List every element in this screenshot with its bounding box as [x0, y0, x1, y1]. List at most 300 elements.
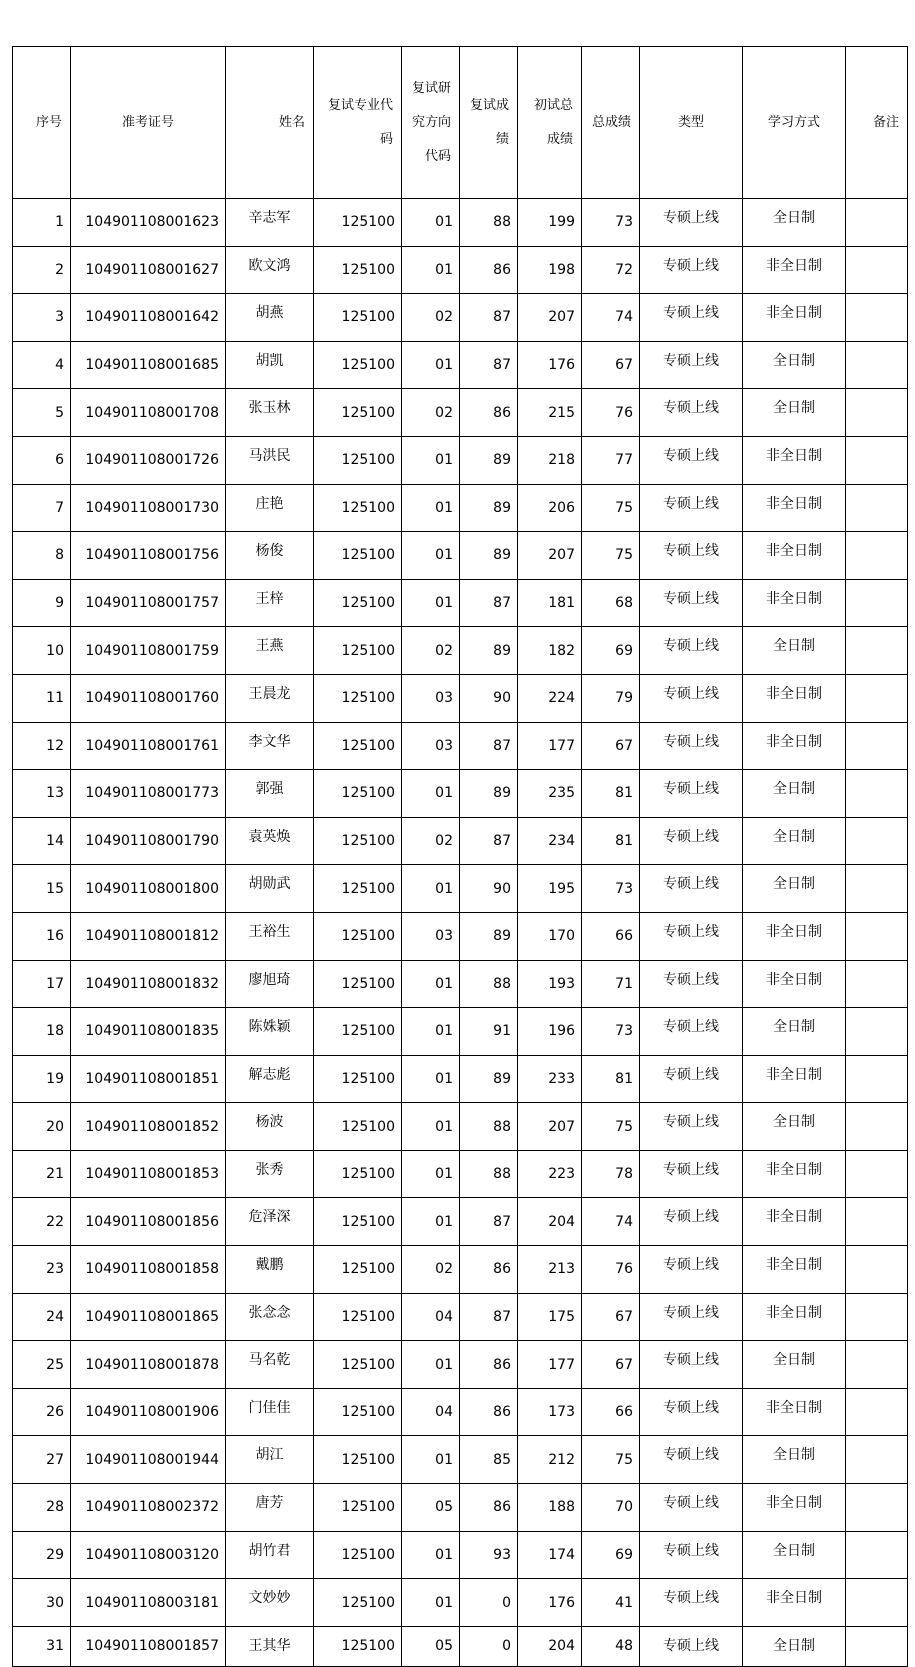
header-cell: 总成绩	[582, 47, 640, 199]
remark-cell	[846, 1341, 908, 1389]
initial-score-cell: 207	[518, 532, 582, 580]
total-score-cell: 67	[582, 1293, 640, 1341]
admission-type-cell: 专硕上线	[640, 865, 743, 913]
admission-type-cell: 专硕上线	[640, 1246, 743, 1294]
exam-id-cell: 104901108001832	[71, 960, 226, 1008]
admission-type-cell: 专硕上线	[640, 1626, 743, 1666]
initial-score-cell: 207	[518, 1103, 582, 1151]
total-score-cell: 66	[582, 912, 640, 960]
student-name-cell: 王燕	[226, 627, 314, 675]
header-cell: 类型	[640, 47, 743, 199]
major-code-cell: 125100	[314, 436, 402, 484]
total-score-cell: 75	[582, 1436, 640, 1484]
initial-score-cell: 170	[518, 912, 582, 960]
study-mode-cell: 全日制	[743, 817, 846, 865]
admission-type-cell: 专硕上线	[640, 436, 743, 484]
exam-id-cell: 104901108001865	[71, 1293, 226, 1341]
exam-id-cell: 104901108001757	[71, 579, 226, 627]
total-score-cell: 74	[582, 1198, 640, 1246]
student-name-cell: 张念念	[226, 1293, 314, 1341]
exam-id-cell: 104901108001835	[71, 1008, 226, 1056]
table-row	[13, 294, 908, 342]
admission-type-cell: 专硕上线	[640, 579, 743, 627]
major-code-cell: 125100	[314, 1055, 402, 1103]
total-score-cell: 72	[582, 246, 640, 294]
table-row	[13, 579, 908, 627]
row-number-cell: 20	[13, 1103, 71, 1151]
row-number-cell: 28	[13, 1484, 71, 1532]
row-number-cell: 1	[13, 199, 71, 247]
admission-type-cell: 专硕上线	[640, 532, 743, 580]
student-name-cell: 胡江	[226, 1436, 314, 1484]
initial-score-cell: 234	[518, 817, 582, 865]
table-row	[13, 532, 908, 580]
remark-cell	[846, 1150, 908, 1198]
row-number-cell: 7	[13, 484, 71, 532]
major-code-cell: 125100	[314, 484, 402, 532]
row-number-cell: 5	[13, 389, 71, 437]
remark-cell	[846, 1055, 908, 1103]
major-code-cell: 125100	[314, 246, 402, 294]
remark-cell	[846, 1198, 908, 1246]
student-name-cell: 王裕生	[226, 912, 314, 960]
initial-score-cell: 204	[518, 1626, 582, 1666]
remark-cell	[846, 722, 908, 770]
remark-cell	[846, 484, 908, 532]
remark-cell	[846, 1626, 908, 1666]
row-number-cell: 9	[13, 579, 71, 627]
retest-score-cell: 91	[460, 1008, 518, 1056]
retest-score-cell: 89	[460, 484, 518, 532]
header-row	[13, 47, 908, 199]
initial-score-cell: 223	[518, 1150, 582, 1198]
major-code-cell: 125100	[314, 1246, 402, 1294]
student-name-cell: 解志彪	[226, 1055, 314, 1103]
total-score-cell: 75	[582, 532, 640, 580]
row-number-cell: 10	[13, 627, 71, 675]
table-row	[13, 1103, 908, 1151]
exam-id-cell: 104901108001761	[71, 722, 226, 770]
total-score-cell: 48	[582, 1626, 640, 1666]
major-code-cell: 125100	[314, 770, 402, 818]
row-number-cell: 13	[13, 770, 71, 818]
total-score-cell: 78	[582, 1150, 640, 1198]
direction-code-cell: 01	[402, 199, 460, 247]
initial-score-cell: 176	[518, 1579, 582, 1627]
table-row	[13, 1293, 908, 1341]
table-row	[13, 1008, 908, 1056]
major-code-cell: 125100	[314, 865, 402, 913]
table-row	[13, 674, 908, 722]
student-name-cell: 廖旭琦	[226, 960, 314, 1008]
table-row	[13, 865, 908, 913]
student-name-cell: 杨俊	[226, 532, 314, 580]
retest-score-cell: 86	[460, 1246, 518, 1294]
retest-score-cell: 90	[460, 674, 518, 722]
direction-code-cell: 01	[402, 1055, 460, 1103]
remark-cell	[846, 532, 908, 580]
retest-score-cell: 85	[460, 1436, 518, 1484]
admission-type-cell: 专硕上线	[640, 722, 743, 770]
study-mode-cell: 全日制	[743, 1008, 846, 1056]
direction-code-cell: 02	[402, 389, 460, 437]
exam-id-cell: 104901108001627	[71, 246, 226, 294]
direction-code-cell: 02	[402, 627, 460, 675]
initial-score-cell: 195	[518, 865, 582, 913]
table-row	[13, 389, 908, 437]
header-cell: 复试专业代码	[314, 47, 402, 199]
remark-cell	[846, 436, 908, 484]
study-mode-cell: 非全日制	[743, 1579, 846, 1627]
admission-type-cell: 专硕上线	[640, 1341, 743, 1389]
header-cell: 复试成绩	[460, 47, 518, 199]
row-number-cell: 24	[13, 1293, 71, 1341]
exam-id-cell: 104901108001685	[71, 341, 226, 389]
table-row	[13, 341, 908, 389]
retest-score-cell: 86	[460, 246, 518, 294]
row-number-cell: 11	[13, 674, 71, 722]
major-code-cell: 125100	[314, 627, 402, 675]
admission-type-cell: 专硕上线	[640, 294, 743, 342]
remark-cell	[846, 294, 908, 342]
row-number-cell: 3	[13, 294, 71, 342]
remark-cell	[846, 1246, 908, 1294]
major-code-cell: 125100	[314, 579, 402, 627]
row-number-cell: 12	[13, 722, 71, 770]
exam-id-cell: 104901108001858	[71, 1246, 226, 1294]
row-number-cell: 6	[13, 436, 71, 484]
table-row	[13, 1436, 908, 1484]
study-mode-cell: 非全日制	[743, 1150, 846, 1198]
total-score-cell: 73	[582, 865, 640, 913]
major-code-cell: 125100	[314, 199, 402, 247]
admission-type-cell: 专硕上线	[640, 1531, 743, 1579]
table-row	[13, 436, 908, 484]
retest-score-cell: 0	[460, 1579, 518, 1627]
exam-id-cell: 104901108001760	[71, 674, 226, 722]
initial-score-cell: 193	[518, 960, 582, 1008]
initial-score-cell: 188	[518, 1484, 582, 1532]
retest-score-cell: 87	[460, 722, 518, 770]
admission-type-cell: 专硕上线	[640, 1150, 743, 1198]
student-name-cell: 李文华	[226, 722, 314, 770]
direction-code-cell: 01	[402, 1103, 460, 1151]
retest-score-cell: 89	[460, 532, 518, 580]
study-mode-cell: 全日制	[743, 865, 846, 913]
student-name-cell: 杨波	[226, 1103, 314, 1151]
major-code-cell: 125100	[314, 1103, 402, 1151]
total-score-cell: 76	[582, 1246, 640, 1294]
retest-score-cell: 88	[460, 1103, 518, 1151]
total-score-cell: 74	[582, 294, 640, 342]
total-score-cell: 70	[582, 1484, 640, 1532]
study-mode-cell: 非全日制	[743, 1055, 846, 1103]
student-name-cell: 胡竹君	[226, 1531, 314, 1579]
row-number-cell: 23	[13, 1246, 71, 1294]
retest-score-cell: 89	[460, 436, 518, 484]
student-name-cell: 张秀	[226, 1150, 314, 1198]
retest-score-cell: 89	[460, 627, 518, 675]
remark-cell	[846, 674, 908, 722]
direction-code-cell: 01	[402, 341, 460, 389]
study-mode-cell: 全日制	[743, 199, 846, 247]
study-mode-cell: 全日制	[743, 341, 846, 389]
major-code-cell: 125100	[314, 1198, 402, 1246]
retest-score-cell: 88	[460, 960, 518, 1008]
admission-type-cell: 专硕上线	[640, 817, 743, 865]
exam-id-cell: 104901108003120	[71, 1531, 226, 1579]
retest-score-cell: 86	[460, 1388, 518, 1436]
admission-type-cell: 专硕上线	[640, 1293, 743, 1341]
exam-id-cell: 104901108001773	[71, 770, 226, 818]
remark-cell	[846, 579, 908, 627]
admission-type-cell: 专硕上线	[640, 1198, 743, 1246]
direction-code-cell: 05	[402, 1626, 460, 1666]
row-number-cell: 17	[13, 960, 71, 1008]
student-name-cell: 马名乾	[226, 1341, 314, 1389]
admission-type-cell: 专硕上线	[640, 1103, 743, 1151]
major-code-cell: 125100	[314, 1579, 402, 1627]
initial-score-cell: 213	[518, 1246, 582, 1294]
major-code-cell: 125100	[314, 1293, 402, 1341]
remark-cell	[846, 1484, 908, 1532]
admission-type-cell: 专硕上线	[640, 960, 743, 1008]
student-name-cell: 王晨龙	[226, 674, 314, 722]
initial-score-cell: 215	[518, 389, 582, 437]
total-score-cell: 67	[582, 341, 640, 389]
admission-type-cell: 专硕上线	[640, 912, 743, 960]
remark-cell	[846, 341, 908, 389]
remark-cell	[846, 389, 908, 437]
table-row	[13, 199, 908, 247]
total-score-cell: 75	[582, 484, 640, 532]
study-mode-cell: 非全日制	[743, 1198, 846, 1246]
direction-code-cell: 01	[402, 960, 460, 1008]
major-code-cell: 125100	[314, 912, 402, 960]
admission-type-cell: 专硕上线	[640, 770, 743, 818]
exam-id-cell: 104901108003181	[71, 1579, 226, 1627]
table-row	[13, 1246, 908, 1294]
table-row	[13, 912, 908, 960]
exam-id-cell: 104901108001856	[71, 1198, 226, 1246]
study-mode-cell: 非全日制	[743, 294, 846, 342]
exam-id-cell: 104901108001708	[71, 389, 226, 437]
initial-score-cell: 176	[518, 341, 582, 389]
admission-type-cell: 专硕上线	[640, 199, 743, 247]
student-name-cell: 王其华	[226, 1626, 314, 1666]
retest-score-cell: 87	[460, 1198, 518, 1246]
student-name-cell: 胡勋武	[226, 865, 314, 913]
admission-type-cell: 专硕上线	[640, 1436, 743, 1484]
student-name-cell: 唐芳	[226, 1484, 314, 1532]
table-body	[13, 199, 908, 1667]
retest-score-cell: 87	[460, 294, 518, 342]
retest-score-cell: 90	[460, 865, 518, 913]
initial-score-cell: 233	[518, 1055, 582, 1103]
admission-type-cell: 专硕上线	[640, 627, 743, 675]
retest-score-cell: 89	[460, 912, 518, 960]
study-mode-cell: 全日制	[743, 389, 846, 437]
row-number-cell: 25	[13, 1341, 71, 1389]
major-code-cell: 125100	[314, 532, 402, 580]
student-name-cell: 袁英焕	[226, 817, 314, 865]
total-score-cell: 79	[582, 674, 640, 722]
study-mode-cell: 非全日制	[743, 1484, 846, 1532]
initial-score-cell: 196	[518, 1008, 582, 1056]
initial-score-cell: 204	[518, 1198, 582, 1246]
initial-score-cell: 177	[518, 722, 582, 770]
table-row	[13, 770, 908, 818]
direction-code-cell: 01	[402, 1436, 460, 1484]
student-name-cell: 危泽深	[226, 1198, 314, 1246]
major-code-cell: 125100	[314, 722, 402, 770]
admission-type-cell: 专硕上线	[640, 1579, 743, 1627]
remark-cell	[846, 1008, 908, 1056]
remark-cell	[846, 865, 908, 913]
student-name-cell: 陈姝颖	[226, 1008, 314, 1056]
row-number-cell: 2	[13, 246, 71, 294]
total-score-cell: 67	[582, 1341, 640, 1389]
retest-score-cell: 89	[460, 1055, 518, 1103]
initial-score-cell: 175	[518, 1293, 582, 1341]
major-code-cell: 125100	[314, 1484, 402, 1532]
major-code-cell: 125100	[314, 1150, 402, 1198]
table-row	[13, 1531, 908, 1579]
study-mode-cell: 全日制	[743, 770, 846, 818]
initial-score-cell: 199	[518, 199, 582, 247]
study-mode-cell: 非全日制	[743, 722, 846, 770]
direction-code-cell: 01	[402, 770, 460, 818]
major-code-cell: 125100	[314, 817, 402, 865]
remark-cell	[846, 960, 908, 1008]
initial-score-cell: 174	[518, 1531, 582, 1579]
retest-score-cell: 88	[460, 1150, 518, 1198]
retest-score-cell: 87	[460, 1293, 518, 1341]
retest-score-cell: 86	[460, 1341, 518, 1389]
exam-id-cell: 104901108001642	[71, 294, 226, 342]
major-code-cell: 125100	[314, 960, 402, 1008]
remark-cell	[846, 817, 908, 865]
retest-score-cell: 87	[460, 579, 518, 627]
results-table	[12, 46, 908, 1667]
student-name-cell: 戴鹏	[226, 1246, 314, 1294]
study-mode-cell: 全日制	[743, 1436, 846, 1484]
exam-id-cell: 104901108002372	[71, 1484, 226, 1532]
study-mode-cell: 全日制	[743, 1626, 846, 1666]
exam-id-cell: 104901108001726	[71, 436, 226, 484]
row-number-cell: 29	[13, 1531, 71, 1579]
study-mode-cell: 全日制	[743, 1103, 846, 1151]
header-cell: 学习方式	[743, 47, 846, 199]
direction-code-cell: 01	[402, 484, 460, 532]
remark-cell	[846, 199, 908, 247]
total-score-cell: 81	[582, 817, 640, 865]
direction-code-cell: 03	[402, 912, 460, 960]
exam-id-cell: 104901108001851	[71, 1055, 226, 1103]
direction-code-cell: 01	[402, 532, 460, 580]
retest-score-cell: 86	[460, 1484, 518, 1532]
student-name-cell: 胡凯	[226, 341, 314, 389]
study-mode-cell: 非全日制	[743, 532, 846, 580]
table-row	[13, 1626, 908, 1666]
total-score-cell: 81	[582, 770, 640, 818]
initial-score-cell: 198	[518, 246, 582, 294]
study-mode-cell: 非全日制	[743, 579, 846, 627]
major-code-cell: 125100	[314, 1388, 402, 1436]
student-name-cell: 张玉林	[226, 389, 314, 437]
student-name-cell: 王梓	[226, 579, 314, 627]
initial-score-cell: 218	[518, 436, 582, 484]
retest-score-cell: 93	[460, 1531, 518, 1579]
table-row	[13, 1388, 908, 1436]
remark-cell	[846, 1436, 908, 1484]
study-mode-cell: 非全日制	[743, 1293, 846, 1341]
admission-type-cell: 专硕上线	[640, 1008, 743, 1056]
row-number-cell: 16	[13, 912, 71, 960]
admission-type-cell: 专硕上线	[640, 1055, 743, 1103]
student-name-cell: 马洪民	[226, 436, 314, 484]
header-cell: 复试研究方向代码	[402, 47, 460, 199]
student-name-cell: 胡燕	[226, 294, 314, 342]
admission-type-cell: 专硕上线	[640, 1388, 743, 1436]
student-name-cell: 门佳佳	[226, 1388, 314, 1436]
row-number-cell: 21	[13, 1150, 71, 1198]
table-row	[13, 1150, 908, 1198]
direction-code-cell: 01	[402, 1531, 460, 1579]
admission-type-cell: 专硕上线	[640, 1484, 743, 1532]
exam-id-cell: 104901108001730	[71, 484, 226, 532]
table-row	[13, 246, 908, 294]
remark-cell	[846, 1531, 908, 1579]
initial-score-cell: 235	[518, 770, 582, 818]
study-mode-cell: 非全日制	[743, 674, 846, 722]
exam-id-cell: 104901108001812	[71, 912, 226, 960]
remark-cell	[846, 627, 908, 675]
direction-code-cell: 05	[402, 1484, 460, 1532]
table-row	[13, 817, 908, 865]
initial-score-cell: 182	[518, 627, 582, 675]
table-row	[13, 1484, 908, 1532]
header-cell: 初试总成绩	[518, 47, 582, 199]
header-cell: 序号	[13, 47, 71, 199]
direction-code-cell: 01	[402, 1579, 460, 1627]
row-number-cell: 26	[13, 1388, 71, 1436]
row-number-cell: 27	[13, 1436, 71, 1484]
major-code-cell: 125100	[314, 674, 402, 722]
exam-id-cell: 104901108001759	[71, 627, 226, 675]
direction-code-cell: 04	[402, 1388, 460, 1436]
total-score-cell: 81	[582, 1055, 640, 1103]
remark-cell	[846, 770, 908, 818]
study-mode-cell: 非全日制	[743, 912, 846, 960]
admission-type-cell: 专硕上线	[640, 341, 743, 389]
remark-cell	[846, 912, 908, 960]
direction-code-cell: 02	[402, 1246, 460, 1294]
table-row	[13, 1341, 908, 1389]
admission-type-cell: 专硕上线	[640, 674, 743, 722]
retest-score-cell: 86	[460, 389, 518, 437]
retest-score-cell: 0	[460, 1626, 518, 1666]
direction-code-cell: 01	[402, 1008, 460, 1056]
total-score-cell: 73	[582, 199, 640, 247]
row-number-cell: 18	[13, 1008, 71, 1056]
major-code-cell: 125100	[314, 389, 402, 437]
study-mode-cell: 非全日制	[743, 484, 846, 532]
total-score-cell: 69	[582, 627, 640, 675]
exam-id-cell: 104901108001852	[71, 1103, 226, 1151]
exam-id-cell: 104901108001878	[71, 1341, 226, 1389]
student-name-cell: 辛志军	[226, 199, 314, 247]
